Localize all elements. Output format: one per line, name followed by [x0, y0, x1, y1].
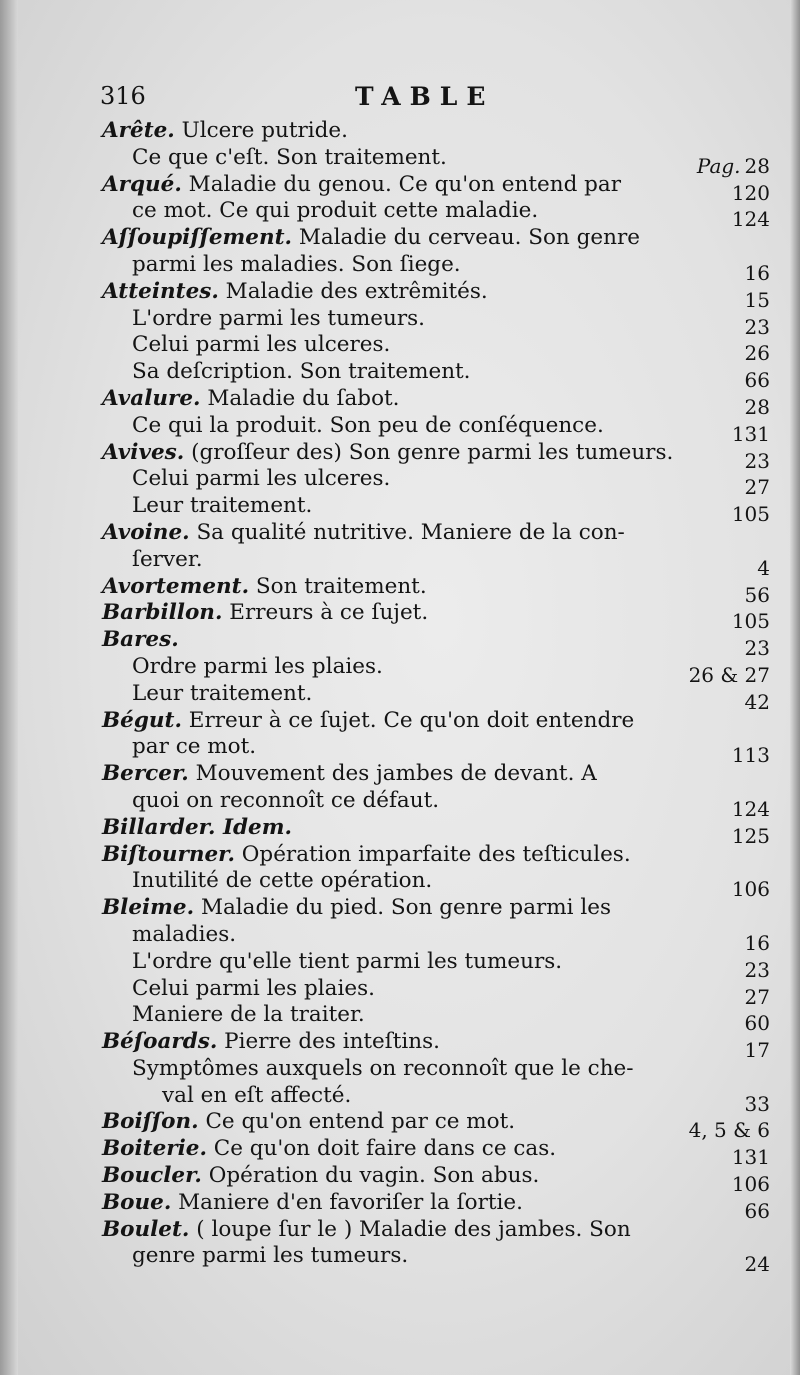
page-number-ref: 105: [731, 609, 770, 634]
entry-text: Son traitement.: [249, 573, 427, 599]
page-number-ref: 26: [744, 341, 770, 366]
index-entry: [102, 118, 770, 145]
entry-keyword: Billarder. Idem.: [102, 814, 292, 840]
entry-text: Maladie du cerveau. Son genre: [292, 225, 640, 251]
page-number-ref: 26 & 27: [688, 662, 770, 687]
page-number-ref: 106: [731, 877, 770, 902]
index-entry: [102, 1217, 770, 1244]
page-number-ref: 15: [744, 287, 770, 312]
entry-text: genre parmi les tumeurs.: [132, 1243, 409, 1269]
entry-text: ce mot. Ce qui produit cette maladie.: [132, 198, 539, 224]
page-number-ref: 24: [744, 1252, 770, 1277]
page-number-ref: 27: [744, 984, 770, 1009]
entry-text: L'ordre qu'elle tient parmi les tumeurs.: [132, 948, 563, 974]
entry-text: Leur traitement.: [132, 493, 313, 519]
index-entry: [102, 385, 770, 419]
index-entry: [102, 895, 770, 922]
entry-text: val en eſt affecté.: [162, 1082, 352, 1108]
entry-keyword: Béſoards.: [102, 1029, 218, 1055]
entry-keyword: Bercer.: [102, 761, 189, 787]
index-entry: [102, 412, 770, 446]
entry-text: Celui parmi les ulceres.: [132, 332, 391, 358]
page-number-ref: 23: [744, 957, 770, 982]
index-entry: [102, 948, 770, 982]
entry-text: Celui parmi les ulceres.: [132, 466, 391, 492]
entry-text: Sa qualité nutritive. Maniere de la con-: [189, 519, 625, 545]
entry-text: Celui parmi les plaies.: [132, 975, 375, 1001]
entry-keyword: Aſſoupiſſement.: [102, 225, 293, 251]
entry-keyword: Bleime.: [102, 895, 195, 921]
page-number: 316: [100, 82, 146, 110]
index-entry: [102, 842, 770, 869]
index-entry: [102, 573, 770, 607]
page-number-ref: 33: [744, 1091, 770, 1116]
entry-text: Ce qu'on doit faire dans ce cas.: [206, 1136, 557, 1162]
entry-text: Maladie des extrêmités.: [218, 278, 488, 304]
entry-text: quoi on reconnoît ce défaut.: [132, 787, 440, 813]
index-entry: [102, 761, 770, 788]
entry-text: Ce que c'eſt. Son traitement.: [132, 144, 447, 170]
page-number-ref: 27: [744, 475, 770, 500]
index-entry: [102, 734, 770, 768]
entry-text: Maladie du genou. Ce qu'on entend par: [181, 171, 622, 197]
entry-text: Symptômes auxquels on reconnoît que le che-: [132, 1055, 634, 1081]
page-number-ref: 120: [731, 180, 770, 205]
index-entry: [102, 814, 770, 848]
index-entry: [102, 305, 770, 339]
page-right-edge-shadow: [790, 0, 800, 1375]
entry-keyword: Bégut.: [102, 707, 182, 733]
page-number-ref: 60: [744, 1011, 770, 1036]
entry-keyword: Arqué.: [102, 171, 182, 197]
index-entry: [102, 975, 770, 1009]
index-entry: [102, 708, 770, 735]
entry-text: Maladie du ſabot.: [200, 385, 400, 411]
index-entry: [102, 359, 770, 393]
index-entry: [102, 1189, 770, 1223]
page-label: Pag.: [696, 153, 741, 178]
entry-page-reference: [745, 1251, 770, 1278]
entry-text: Ce qui la produit. Son peu de conſéquence.: [132, 412, 604, 438]
index-entry: [102, 1082, 770, 1116]
index-entry: [102, 332, 770, 366]
page-number-ref: 124: [731, 207, 770, 232]
entry-text: maladies.: [132, 921, 237, 947]
entry-keyword: Barbillon.: [102, 600, 223, 626]
entry-text: Maladie du pied. Son genre parmi les: [194, 895, 612, 921]
index-entry: [102, 680, 770, 714]
entry-keyword: Boiterie.: [102, 1136, 207, 1162]
entry-keyword: Boiſſon.: [102, 1109, 199, 1135]
page-number-ref: 124: [731, 796, 770, 821]
entry-text: Ulcere putride.: [174, 118, 348, 143]
page-number-ref: 131: [731, 1145, 770, 1170]
page-number-ref: 4: [757, 555, 770, 580]
entry-keyword: Avives.: [102, 439, 185, 465]
entry-text: Erreurs à ce ſujet.: [222, 600, 429, 626]
entry-keyword: Biſtourner.: [102, 841, 235, 867]
entry-text: Sa deſcription. Son traitement.: [132, 359, 471, 385]
page-number-ref: 131: [731, 421, 770, 446]
entry-keyword: Boulet.: [102, 1216, 190, 1242]
entry-text: Inutilité de cette opération.: [132, 868, 433, 894]
entry-text: ſerver.: [132, 546, 203, 572]
entry-text: Ordre parmi les plaies.: [132, 653, 383, 679]
entry-text: L'ordre parmi les tumeurs.: [132, 305, 426, 331]
page-header: [100, 82, 700, 118]
page-number-ref: 16: [744, 930, 770, 955]
index-entry: [102, 171, 770, 205]
page-number-ref: 16: [744, 260, 770, 285]
index-entry: [102, 278, 770, 312]
index-entry: [102, 520, 770, 547]
index-entry: [102, 787, 770, 821]
page-number-ref: 66: [744, 368, 770, 393]
index-entries: [102, 118, 770, 1277]
index-entry: [102, 144, 770, 178]
index-entry: [102, 1109, 770, 1143]
entry-text: Maniere d'en favoriſer la ſortie.: [171, 1189, 523, 1215]
index-entry: [102, 493, 770, 527]
index-entry: [102, 1243, 770, 1277]
index-entry: [102, 653, 770, 687]
page-number-ref: 56: [744, 582, 770, 607]
index-entry: [102, 439, 770, 473]
page-number-ref: 4, 5 & 6: [688, 1118, 770, 1143]
entry-text: Mouvement des jambes de devant. A: [188, 761, 597, 787]
index-entry: [102, 921, 770, 955]
entry-keyword: Arête.: [102, 118, 175, 143]
index-entry: [102, 868, 770, 902]
index-entry: [102, 466, 770, 500]
page-number-ref: 42: [744, 689, 770, 714]
entry-text: Opération du vagin. Son abus.: [201, 1163, 540, 1189]
page-left-edge-shadow: [0, 0, 18, 1375]
page-number-ref: 23: [744, 314, 770, 339]
entry-keyword: Boucler.: [102, 1163, 202, 1189]
entry-text: parmi les maladies. Son ſiege.: [132, 251, 461, 277]
index-entry: [102, 225, 770, 252]
entry-keyword: Boue.: [102, 1189, 172, 1215]
entry-text: par ce mot.: [132, 734, 257, 760]
index-entry: [102, 1136, 770, 1170]
page-number-ref: 23: [744, 448, 770, 473]
entry-keyword: Bares.: [102, 627, 179, 653]
index-entry: [102, 1029, 770, 1063]
index-entry: [102, 1002, 770, 1036]
index-entry: [102, 1056, 770, 1083]
entry-text: Ce qu'on entend par ce mot.: [198, 1109, 516, 1135]
page-number-ref: 66: [744, 1198, 770, 1223]
page-number-ref: 105: [731, 502, 770, 527]
entry-text: (groſſeur des) Son genre parmi les tumeurs.: [184, 439, 674, 465]
entry-text: Leur traitement.: [132, 680, 313, 706]
page-number-ref: 28: [744, 153, 770, 178]
index-entry: [102, 251, 770, 285]
index-entry: [102, 1163, 770, 1197]
index-entry: [102, 627, 770, 661]
entry-keyword: Atteintes.: [102, 278, 219, 304]
entry-keyword: Avortement.: [102, 573, 250, 599]
entry-text: Opération imparfaite des teſticules.: [234, 841, 631, 867]
page-number-ref: 106: [731, 1172, 770, 1197]
page-number-ref: 23: [744, 636, 770, 661]
entry-keyword: Avalure.: [102, 385, 201, 411]
entry-text: Erreur à ce ſujet. Ce qu'on doit entendre: [181, 707, 635, 733]
page-number-ref: 28: [744, 394, 770, 419]
index-entry: [102, 198, 770, 232]
running-title: TABLE: [355, 82, 495, 111]
index-entry: [102, 600, 770, 634]
entry-text: Pierre des inteſtins.: [217, 1029, 440, 1055]
page-number-ref: 17: [744, 1038, 770, 1063]
entry-text: Maniere de la traiter.: [132, 1002, 365, 1028]
index-entry: [102, 546, 770, 580]
entry-keyword: Avoine.: [102, 519, 190, 545]
entry-text: ( loupe ſur le ) Maladie des jambes. Son: [189, 1216, 631, 1242]
page-number-ref: 113: [731, 743, 770, 768]
page-number-ref: 125: [731, 823, 770, 848]
